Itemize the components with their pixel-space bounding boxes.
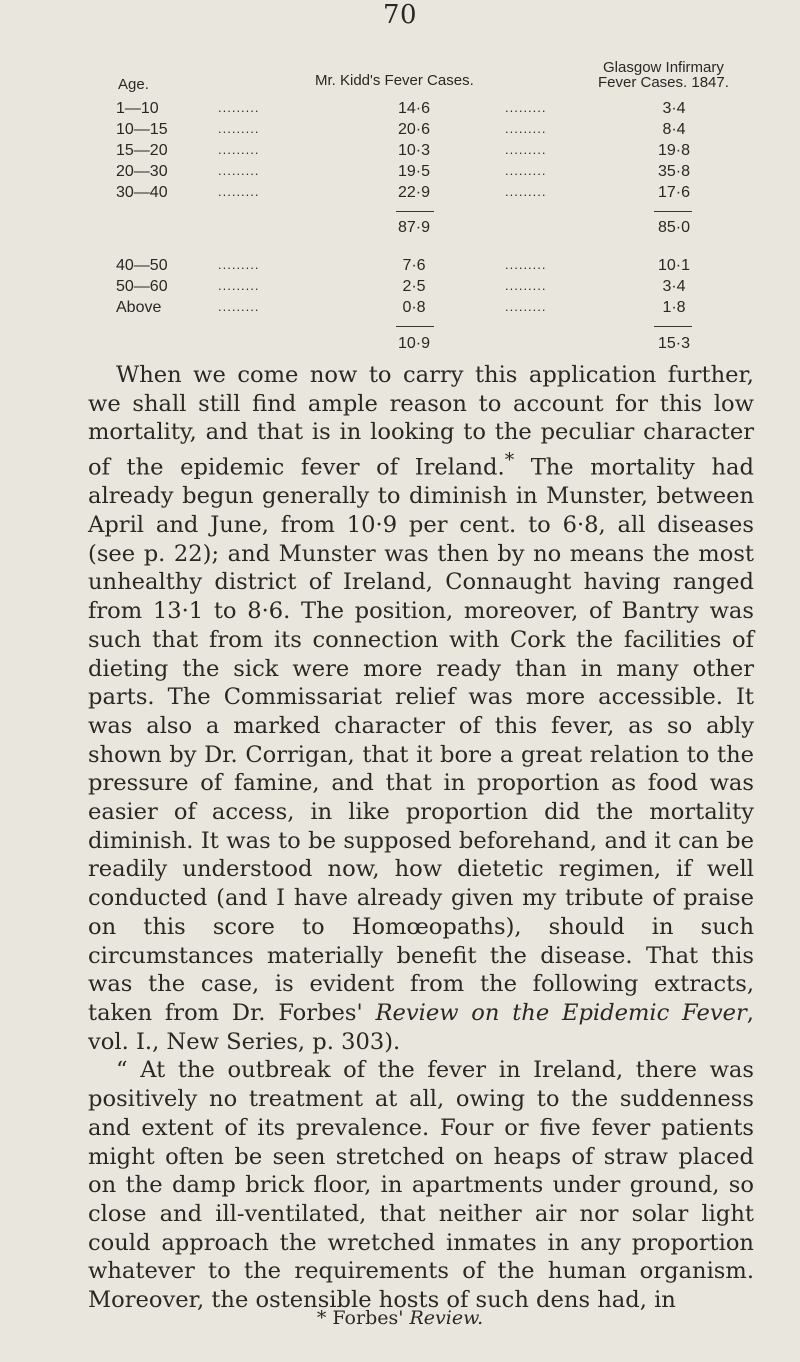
- table-row: [0, 142, 800, 162]
- glasgow-cell: 3·4: [662, 100, 686, 117]
- leader-dots: .........: [505, 100, 547, 115]
- glasgow-cell: 17·6: [657, 184, 691, 201]
- kidd-cell: 20·6: [397, 121, 431, 138]
- header-age: Age.: [118, 76, 149, 93]
- kidd-cell: 14·6: [397, 100, 431, 117]
- footnote-mark-text: * Forbes': [316, 1307, 410, 1329]
- age-cell: 50—60: [116, 278, 168, 295]
- leader-dots: .........: [505, 184, 547, 199]
- subtotal-glasgow: 15·3: [657, 335, 691, 352]
- kidd-cell: 22·9: [397, 184, 431, 201]
- age-cell: 10—15: [116, 121, 168, 138]
- subtotal-kidd: 87·9: [397, 219, 431, 236]
- footnote-mark: *: [504, 450, 515, 472]
- leader-dots: .........: [505, 121, 547, 136]
- age-cell: 40—50: [116, 257, 168, 274]
- paragraph-1: [88, 361, 754, 1056]
- leader-dots: .........: [218, 163, 260, 178]
- header-glasgow-line1: Glasgow Infirmary: [603, 59, 724, 76]
- age-cell: 20—30: [116, 163, 168, 180]
- subtotal-rule: [396, 211, 434, 212]
- footnote-title: Review.: [409, 1307, 484, 1329]
- footnote: [0, 1307, 800, 1329]
- table-row: [0, 278, 800, 298]
- table-row: [0, 121, 800, 141]
- paragraph-2: “ At the outbreak of the fever in Ireland, there was positively no treatment at all, owing to the suddenness and extent of its prevalence. Four or five fever patients might often be seen stretched on heaps of straw placed on the damp brick floor, in apartments under ground, so close and ill-ventilated, that neither air nor solar light could approach the wretched inmates in any proportion whatever to the requirements of the human organism. Moreover, the ostensible hosts of such dens had, in: [88, 1057, 754, 1314]
- kidd-cell: 19·5: [397, 163, 431, 180]
- subtotal-rule: [396, 326, 434, 327]
- age-cell: Above: [116, 299, 162, 316]
- table-row: [0, 299, 800, 319]
- table-row: [0, 100, 800, 120]
- glasgow-cell: 8·4: [662, 121, 686, 138]
- age-cell: 15—20: [116, 142, 168, 159]
- glasgow-cell: 1·8: [662, 299, 686, 316]
- paragraph-1-citation: , vol. I., New Series, p. 303).: [88, 1000, 754, 1055]
- header-kidd-cases: Mr. Kidd's Fever Cases.: [315, 72, 474, 89]
- body-text: [88, 361, 754, 1315]
- glasgow-cell: 19·8: [657, 142, 691, 159]
- table-row: [0, 163, 800, 183]
- kidd-cell: 0·8: [402, 299, 426, 316]
- leader-dots: .........: [505, 163, 547, 178]
- subtotal-glasgow: 85·0: [657, 219, 691, 236]
- leader-dots: .........: [505, 142, 547, 157]
- leader-dots: .........: [218, 121, 260, 136]
- glasgow-cell: 3·4: [662, 278, 686, 295]
- age-cell: 30—40: [116, 184, 168, 201]
- leader-dots: .........: [218, 299, 260, 314]
- leader-dots: .........: [505, 257, 547, 272]
- subtotal-rule: [654, 211, 692, 212]
- leader-dots: .........: [218, 278, 260, 293]
- leader-dots: .........: [505, 278, 547, 293]
- glasgow-cell: 10·1: [657, 257, 691, 274]
- kidd-cell: 10·3: [397, 142, 431, 159]
- leader-dots: .........: [218, 100, 260, 115]
- glasgow-cell: 35·8: [657, 163, 691, 180]
- subtotal-rule: [654, 326, 692, 327]
- kidd-cell: 7·6: [402, 257, 426, 274]
- age-cell: 1—10: [116, 100, 159, 117]
- review-title: Review on the Epidemic Fever: [375, 1000, 747, 1026]
- header-glasgow-line2: Fever Cases. 1847.: [598, 74, 729, 91]
- leader-dots: .........: [218, 142, 260, 157]
- header-glasgow-cases: [598, 60, 729, 90]
- leader-dots: .........: [218, 257, 260, 272]
- page-number: 70: [382, 0, 418, 30]
- subtotal-kidd: 10·9: [397, 335, 431, 352]
- leader-dots: .........: [218, 184, 260, 199]
- leader-dots: .........: [505, 299, 547, 314]
- table-row: [0, 257, 800, 277]
- kidd-cell: 2·5: [402, 278, 426, 295]
- paragraph-1-text-b: The mortality had already begun generally to diminish in Munster, between April and June, from 10·9 per cent. to 6·8, all diseases (see p. 22); and Munster was then by no means the most unhealthy district of Ireland, Connaught having ranged from 13·1 to 8·6. The position, moreover, of Bantry was such that from its connection with Cork the facilities of dieting the sick were more ready than in many other parts. The Commissariat relief was more accessible. It was also a marked character of this fever, as so ably shown by Dr. Corrigan, that it bore a great relation to the pressure of famine, and that in proportion as food was easier of access, in like proportion did the mortality diminish. It was to be supposed beforehand, and it can be readily understood now, how dietetic regimen, if well conducted (and I have already given my tribute of praise on this score to Homœopaths), should in such circumstances materially benefit the disease. That this was the case, is evident from the following extracts, taken from Dr. Forbes': [88, 454, 754, 1026]
- table-row: [0, 184, 800, 204]
- paragraph-1-text-a: When we come now to carry this application further, we shall still find ample reason to account for this low mortality, and that is in looking to the peculiar character of the epidemic fever of Ireland.: [88, 362, 754, 481]
